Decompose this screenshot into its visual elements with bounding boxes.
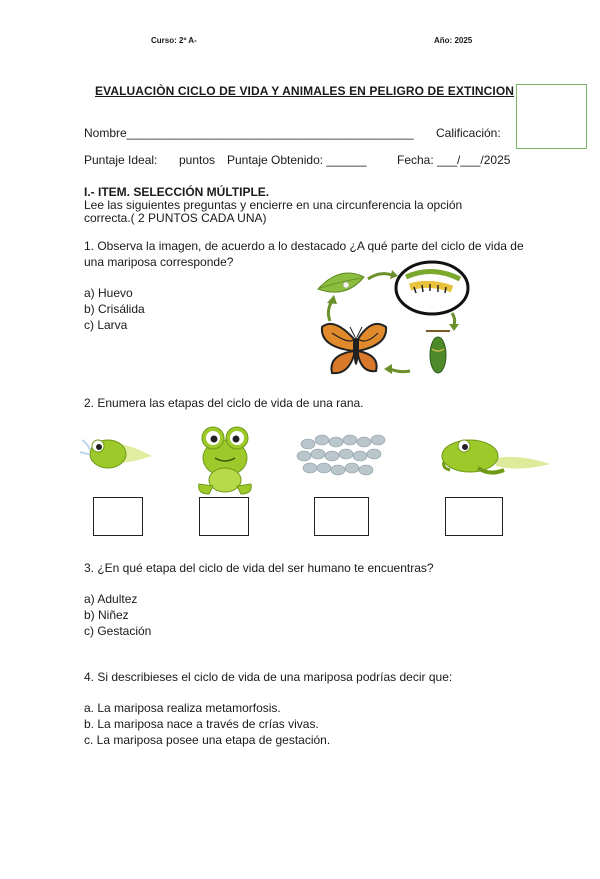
q2-text: 2. Enumera las etapas del ciclo de vida de una rana. — [84, 396, 364, 410]
tadpole-number-box[interactable] — [93, 497, 143, 536]
points-label: puntos — [179, 153, 216, 167]
instructions-line-2: correcta.( 2 PUNTOS CADA UNA) — [84, 211, 267, 225]
tadpole-image — [78, 432, 164, 478]
q1-option-b[interactable]: b) Crisálida — [84, 302, 145, 316]
butterfly-icon — [322, 324, 386, 373]
q4-option-b[interactable]: b. La mariposa nace a través de crías vivas. — [84, 717, 319, 731]
q1-text-line-2: una mariposa corresponde? — [84, 255, 234, 269]
ideal-score-label: Puntaje Ideal: — [84, 153, 158, 167]
q3-option-c[interactable]: c) Gestación — [84, 624, 152, 638]
q1-option-a[interactable]: a) Huevo — [84, 286, 133, 300]
froglet-image — [440, 432, 552, 478]
frog-image — [191, 422, 259, 498]
section-heading: I.- ITEM. SELECCIÓN MÚLTIPLE. — [84, 185, 270, 199]
instructions-line-1: Lee las siguientes preguntas y encierre en una circunferencia la opción — [84, 198, 463, 212]
name-field[interactable]: Nombre___________________________________________ — [84, 126, 414, 140]
grade-box[interactable] — [516, 84, 587, 149]
q4-option-c[interactable]: c. La mariposa posee una etapa de gestación. — [84, 733, 331, 747]
grade-label: Calificación: — [436, 126, 501, 140]
butterfly-life-cycle-image — [310, 255, 490, 385]
obtained-score-field[interactable]: Puntaje Obtenido: ______ — [227, 153, 367, 167]
q4-text: 4. Si describieses el ciclo de vida de una mariposa podrías decir que: — [84, 670, 453, 684]
eggs-number-box[interactable] — [314, 497, 369, 536]
year-label: Año: 2025 — [434, 36, 473, 45]
course-label: Curso: 2º A- — [151, 36, 197, 45]
page-title: EVALUACIÒN CICLO DE VIDA Y ANIMALES EN PELIGRO DE EXTINCION — [95, 84, 515, 98]
q3-option-a[interactable]: a) Adultez — [84, 592, 138, 606]
egg-on-leaf-icon — [318, 273, 364, 292]
date-field[interactable]: Fecha: ___/___/2025 — [397, 153, 511, 167]
frog-number-box[interactable] — [199, 497, 249, 536]
chrysalis-icon — [426, 331, 450, 373]
larva-highlight-icon — [396, 262, 468, 314]
q1-option-c[interactable]: c) Larva — [84, 318, 128, 332]
q1-text-line-1: 1. Observa la imagen, de acuerdo a lo destacado ¿A qué parte del ciclo de vida de — [84, 239, 524, 253]
frog-eggs-image — [296, 430, 388, 482]
q3-option-b[interactable]: b) Niñez — [84, 608, 129, 622]
froglet-number-box[interactable] — [445, 497, 503, 536]
q4-option-a[interactable]: a. La mariposa realiza metamorfosis. — [84, 701, 281, 715]
q3-text: 3. ¿En qué etapa del ciclo de vida del ser humano te encuentras? — [84, 561, 434, 575]
